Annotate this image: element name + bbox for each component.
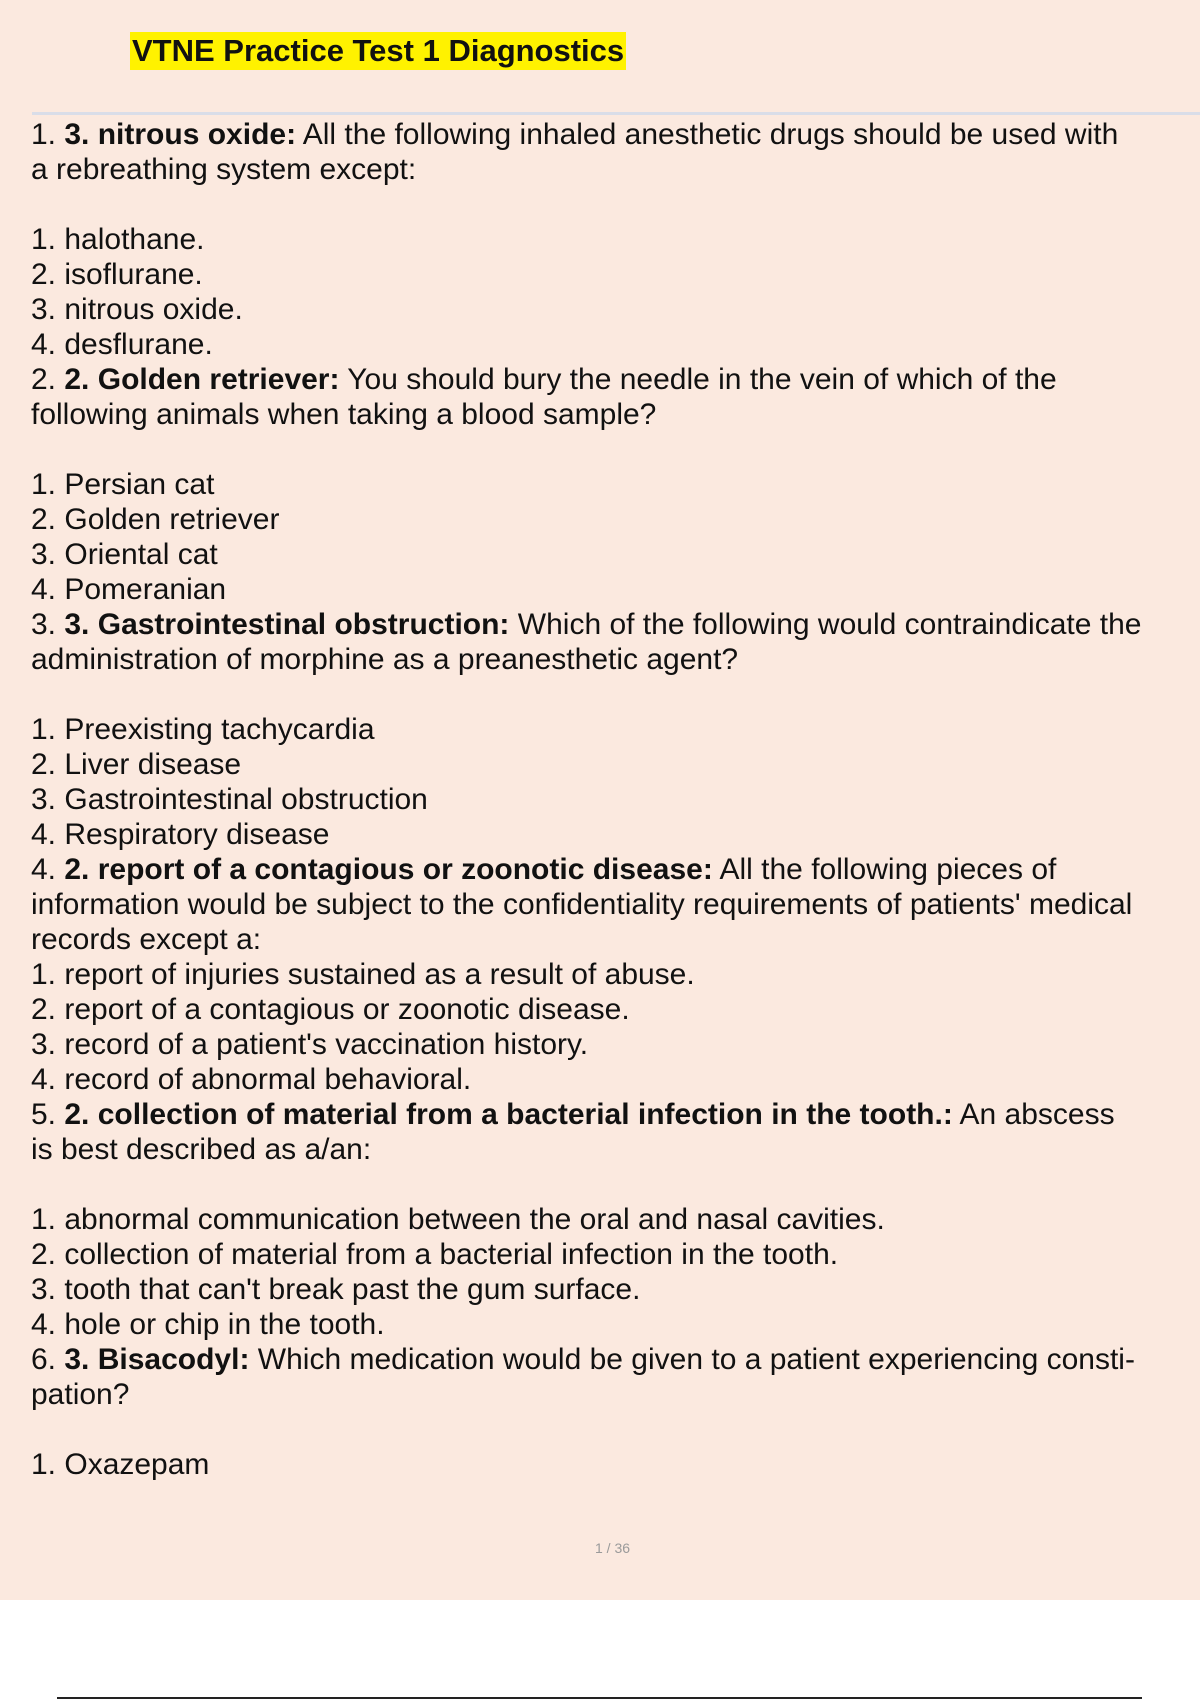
option: 3. record of a patient's vaccination history. <box>31 1028 589 1061</box>
question-2-line-2: following animals when taking a blood sample? <box>31 398 657 431</box>
document-title: VTNE Practice Test 1 Diagnostics <box>132 33 625 68</box>
title-divider <box>32 112 1200 115</box>
question-3-line-1 <box>31 607 1200 642</box>
option: 1. halothane. <box>31 223 205 256</box>
spacer <box>31 187 1200 222</box>
answer-label: 2. collection of material from a bacterial infection in the tooth.: <box>64 1098 953 1131</box>
question-6-line-1 <box>31 1342 1200 1377</box>
next-page-divider <box>57 1697 1142 1699</box>
option: 2. collection of material from a bacterial infection in the tooth. <box>31 1238 839 1271</box>
option: 2. Golden retriever <box>31 503 280 536</box>
answer-label: 3. nitrous oxide: <box>64 118 297 151</box>
option: 2. report of a contagious or zoonotic disease. <box>31 993 630 1026</box>
spacer <box>31 1412 1200 1447</box>
option: 4. desflurane. <box>31 328 213 361</box>
option: 1. abnormal communication between the oral and nasal cavities. <box>31 1203 885 1236</box>
option: 1. Preexisting tachycardia <box>31 713 375 746</box>
question-1-line-2: a rebreathing system except: <box>31 153 417 186</box>
answer-label: 3. Bisacodyl: <box>64 1343 250 1376</box>
question-3-line-2: administration of morphine as a preanesthetic agent? <box>31 643 739 676</box>
option: 4. hole or chip in the tooth. <box>31 1308 385 1341</box>
question-number: 6. <box>31 1343 57 1376</box>
option: 3. nitrous oxide. <box>31 293 243 326</box>
question-text: All the following inhaled anesthetic drugs should be used with <box>296 118 1119 151</box>
question-4-line-2: information would be subject to the confidentiality requirements of patients' medical <box>31 888 1133 921</box>
question-5-line-2: is best described as a/an: <box>31 1133 372 1166</box>
question-text: An abscess <box>952 1098 1115 1131</box>
question-2-line-1 <box>31 362 1200 397</box>
title-wrap <box>130 32 626 70</box>
option: 2. isoflurane. <box>31 258 203 291</box>
question-number: 4. <box>31 853 57 886</box>
option: 3. Oriental cat <box>31 538 218 571</box>
spacer <box>31 432 1200 467</box>
question-text: All the following pieces of <box>712 853 1057 886</box>
question-number: 5. <box>31 1098 57 1131</box>
question-text: Which medication would be given to a patient experiencing consti- <box>249 1343 1135 1376</box>
answer-label: 2. Golden retriever: <box>64 363 340 396</box>
answer-label: 2. report of a contagious or zoonotic disease: <box>64 853 713 886</box>
answer-label: 3. Gastrointestinal obstruction: <box>64 608 510 641</box>
option: 3. tooth that can't break past the gum surface. <box>31 1273 641 1306</box>
option: 1. Oxazepam <box>31 1448 210 1481</box>
question-1-line-1 <box>31 117 1200 152</box>
option: 4. Respiratory disease <box>31 818 330 851</box>
page-indicator: 1 / 36 <box>594 1540 631 1556</box>
option: 4. Pomeranian <box>31 573 227 606</box>
question-number: 2. <box>31 363 57 396</box>
question-6-line-2: pation? <box>31 1378 130 1411</box>
option: 4. record of abnormal behavioral. <box>31 1063 472 1096</box>
option: 2. Liver disease <box>31 748 242 781</box>
option: 1. report of injuries sustained as a result of abuse. <box>31 958 695 991</box>
spacer <box>31 677 1200 712</box>
option: 1. Persian cat <box>31 468 215 501</box>
question-number: 1. <box>31 118 57 151</box>
question-text: Which of the following would contraindicate the <box>509 608 1142 641</box>
questions-content <box>31 117 1200 1482</box>
spacer <box>31 1167 1200 1202</box>
question-5-line-1 <box>31 1097 1200 1132</box>
option: 3. Gastrointestinal obstruction <box>31 783 428 816</box>
question-text: You should bury the needle in the vein of which of the <box>339 363 1057 396</box>
question-number: 3. <box>31 608 57 641</box>
question-4-line-1 <box>31 852 1200 887</box>
question-4-line-3: records except a: <box>31 923 262 956</box>
